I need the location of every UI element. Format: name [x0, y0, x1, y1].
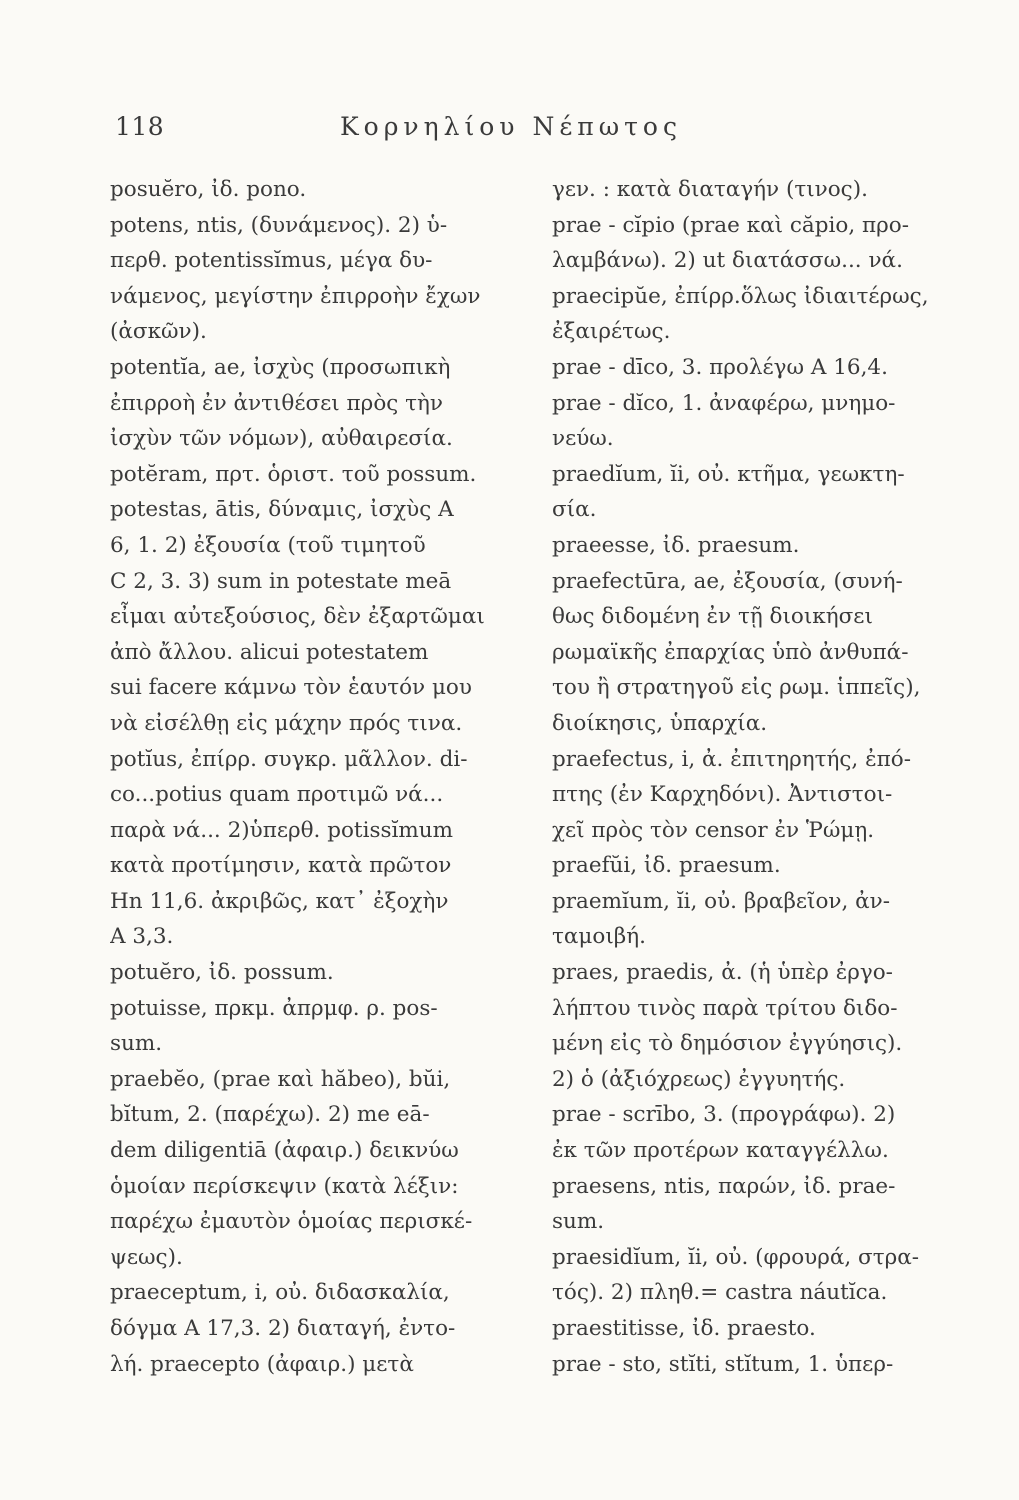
dictionary-line: A 3,3.: [110, 924, 174, 950]
page-header: [115, 112, 975, 148]
dictionary-line: prae - sto, stĭti, stĭtum, 1. ὑπερ-: [552, 1351, 894, 1377]
dictionary-line: 2) ὁ (ἀξιόχρεως) ἐγγυητής.: [552, 1066, 846, 1092]
dictionary-line: ἐκ τῶν προτέρων καταγγέλλω.: [552, 1138, 889, 1164]
dictionary-line: praes, praedis, ἀ. (ἡ ὑπὲρ ἐργο-: [552, 960, 893, 986]
dictionary-line: εἶμαι αὐτεξούσιος, δὲν ἐξαρτῶμαι: [110, 604, 485, 630]
dictionary-line: πτης (ἐν Καρχηδόνι). Ἀντιστοι-: [552, 782, 893, 808]
dictionary-line: ἀπὸ ἄλλου. alicui potestatem: [110, 639, 429, 665]
dictionary-line: λή. praecepto (ἀφαιρ.) μετὰ: [110, 1351, 414, 1377]
dictionary-line: ἰσχὺν τῶν νόμων), αὐθαιρεσία.: [110, 426, 453, 452]
dictionary-line: praemĭum, ĭi, οὐ. βραβεῖον, ἀν-: [552, 888, 890, 914]
dictionary-line: νὰ εἰσέλθῃ εἰς μάχην πρός τινα.: [110, 710, 463, 736]
dictionary-line: praefectūra, ae, ἐξουσία, (συνή-: [552, 568, 903, 594]
dictionary-line: praestitisse, ἰδ. praesto.: [552, 1316, 816, 1341]
dictionary-line: sui facere κάμνω τὸν ἑαυτόν μου: [110, 675, 472, 701]
dictionary-line: κατὰ προτίμησιν, κατὰ πρῶτον: [110, 853, 452, 879]
dictionary-line: ρωμαϊκῆς ἐπαρχίας ὑπὸ ἀνθυπά-: [552, 639, 909, 665]
dictionary-line: δόγμα Α 17,3. 2) διαταγή, ἐντο-: [110, 1316, 456, 1341]
dictionary-line: dem diligentiā (ἀφαιρ.) δεικνύω: [110, 1138, 459, 1164]
dictionary-line: prae - dĭco, 1. ἀναφέρω, μνημο-: [552, 390, 896, 416]
dictionary-line: Hn 11,6. ἀκριβῶς, κατ᾽ ἐξοχὴν: [110, 888, 449, 914]
dictionary-line: praeceptum, i, οὐ. διδασκαλία,: [110, 1280, 450, 1306]
dictionary-line: ἐξαιρέτως.: [552, 319, 671, 345]
dictionary-line: του ἢ στρατηγοῦ εἰς ρωμ. ἱππεῖς),: [552, 675, 921, 701]
dictionary-line: ταμοιβή.: [552, 924, 646, 950]
dictionary-line: sum.: [552, 1209, 605, 1235]
dictionary-line: potuĕro, ἰδ. possum.: [110, 960, 334, 986]
dictionary-line: praecipŭe, ἐπίρρ.ὅλως ἰδιαιτέρως,: [552, 283, 929, 309]
dictionary-line: praedĭum, ĭi, οὐ. κτῆμα, γεωκτη-: [552, 461, 905, 487]
dictionary-line: praesens, ntis, παρών, ἰδ. prae-: [552, 1173, 896, 1199]
dictionary-line: potestas, ātis, δύναμις, ἰσχὺς Α: [110, 497, 454, 523]
dictionary-line: (ἀσκῶν).: [110, 319, 207, 345]
dictionary-line: νεύω.: [552, 426, 614, 452]
dictionary-line: potuisse, πρκμ. ἀπρμφ. ρ. pos-: [110, 995, 438, 1021]
dictionary-line: praefectus, i, ἀ. ἐπιτηρητής, ἐπό-: [552, 746, 911, 772]
dictionary-line: praefŭi, ἰδ. praesum.: [552, 853, 781, 879]
left-column: [110, 172, 540, 1382]
dictionary-line: praesidĭum, ĭi, οὐ. (φρουρά, στρα-: [552, 1244, 920, 1270]
right-column: [552, 172, 982, 1382]
dictionary-line: λήπτου τινὸς παρὰ τρίτου διδο-: [552, 995, 898, 1021]
dictionary-line: διοίκησις, ὑπαρχία.: [552, 710, 768, 736]
dictionary-line: χεῖ πρὸς τὸν censor ἐν Ῥώμῃ.: [552, 817, 875, 843]
dictionary-line: potĭus, ἐπίρρ. συγκρ. μᾶλλον. di-: [110, 746, 468, 772]
dictionary-line: potentĭa, ae, ἰσχὺς (προσωπικὴ: [110, 354, 451, 380]
dictionary-line: γεν. : κατὰ διαταγήν (τινος).: [552, 177, 868, 202]
dictionary-line: co...potius quam προτιμῶ νά...: [110, 782, 444, 808]
dictionary-line: περθ. potentissĭmus, μέγα δυ-: [110, 248, 433, 274]
dictionary-line: C 2, 3. 3) sum in potestate meā: [110, 568, 452, 594]
dictionary-line: sum.: [110, 1031, 163, 1057]
dictionary-line: νάμενος, μεγίστην ἐπιρροὴν ἔχων: [110, 283, 481, 309]
dictionary-line: praebĕo, (prae καὶ hăbeo), bŭi,: [110, 1066, 451, 1092]
dictionary-line: praeesse, ἰδ. praesum.: [552, 532, 800, 558]
dictionary-line: μένη εἰς τὸ δημόσιον ἐγγύησις).: [552, 1031, 903, 1057]
dictionary-line: λαμβάνω). 2) ut διατάσσω... νά.: [552, 248, 903, 274]
dictionary-line: ἐπιρροὴ ἐν ἀντιθέσει πρὸς τὴν: [110, 390, 443, 416]
dictionary-line: bĭtum, 2. (παρέχω). 2) me eā-: [110, 1102, 430, 1128]
dictionary-line: παρέχω ἐμαυτὸν ὁμοίας περισκέ-: [110, 1209, 473, 1235]
dictionary-line: παρὰ νά... 2)ὑπερθ. potissĭmum: [110, 817, 454, 843]
dictionary-line: potens, ntis, (δυνάμενος). 2) ὑ-: [110, 212, 448, 238]
dictionary-line: posuĕro, ἰδ. pono.: [110, 177, 307, 202]
dictionary-line: ὁμοίαν περίσκεψιν (κατὰ λέξιν:: [110, 1173, 459, 1199]
dictionary-line: prae - scrībo, 3. (προγράφω). 2): [552, 1102, 896, 1128]
dictionary-line: 6, 1. 2) ἐξουσία (τοῦ τιμητοῦ: [110, 532, 426, 558]
page-number: 118: [115, 112, 165, 141]
dictionary-line: prae - cĭpio (prae καὶ căpio, προ-: [552, 212, 909, 238]
dictionary-line: prae - dīco, 3. προλέγω Α 16,4.: [552, 354, 888, 380]
dictionary-line: σία.: [552, 497, 597, 523]
dictionary-line: τός). 2) πληθ.= castra náutĭca.: [552, 1280, 888, 1306]
dictionary-line: θως διδομένη ἐν τῇ διοικήσει: [552, 604, 873, 630]
dictionary-line: ψεως).: [110, 1244, 183, 1270]
dictionary-line: potĕram, πρτ. ὁριστ. τοῦ possum.: [110, 461, 477, 487]
running-title: Κορνηλίου Νέπωτος: [340, 112, 682, 141]
